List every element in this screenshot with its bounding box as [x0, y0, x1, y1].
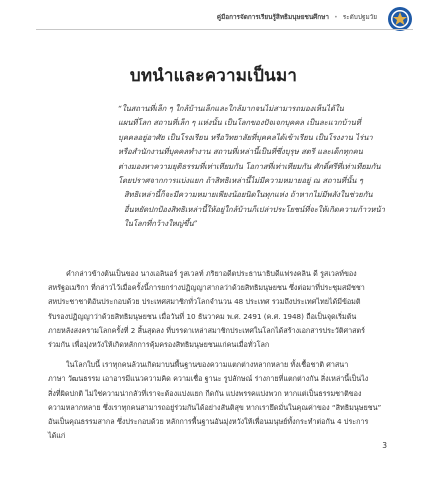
header-text [217, 12, 377, 22]
body-line: ความหลากหลาย ซึ่งเราทุกคนสามารถอยู่ร่วมกันได้อย่างสันติสุข หากเรายึดมั่นในคุณค่าของ “สิทธิมนุษยชน” [48, 402, 382, 412]
header-separator: • [333, 13, 338, 21]
body-line: รับรองปฏิญญาว่าด้วยสิทธิมนุษยชน เมื่อวันที่ 10 ธันวาคม พ.ศ. 2491 (ค.ศ. 1948) ถือเป็นจุดเริ่มต้น [48, 311, 357, 321]
body-line: ภายหลังสงครามโลกครั้งที่ 2 สิ้นสุดลง ที่บรรดาเหล่าสมาชิกประเทศในโลกได้สร้างเอกสารประวัติศาสตร์ [48, 325, 366, 335]
body-line: คำกล่าวข้างต้นเป็นของ นางเอลินอร์ รูสเวลท์ ภริยาอดีตประธานาธิบดีแฟรงคลิน ดี รูสเวลท์ของ [66, 269, 357, 278]
quote-line: หรือสำนักงานที่บุคคลทำงาน สถานที่เหล่านี้เป็นที่ซึ่งบุรุษ สตรี และเด็กทุกคน [118, 147, 363, 157]
page-number: 3 [382, 441, 387, 450]
header-title: คู่มือการจัดการเรียนรู้สิทธิมนุษยชนศึกษา [216, 13, 329, 21]
quote-block [118, 102, 385, 232]
body-line: อันเป็นคุณธรรมสากล ซึ่งประกอบด้วย หลักการพื้นฐานอันมุ่งหวังให้เพื่อนมนุษย์ทั้งกระทำต่อกัน 4 ประการ [48, 417, 369, 427]
header-divider [36, 29, 413, 30]
body-line: สหรัฐอเมริกา ที่กล่าวไว้เมื่อครั้งนี้การยกร่างปฏิญญาสากลว่าด้วยสิทธิมนุษยชน ซึ่งต่อมาที่ประชุมสมัชชา [48, 283, 365, 293]
quote-line: อื่นหยัดปกป้องสิทธิเหล่านี้ให้อยู่ใกล้บ้านก็เปล่าประโยชน์ที่จะให้เกิดความก้าวหน้า [124, 204, 385, 214]
body-line: ในโลกใบนี้ เราทุกคนล้วนเกิดมาบนพื้นฐานของความแตกต่างหลากหลาย ทั้งเชื้อชาติ ศาสนา [66, 360, 349, 370]
page-header [14, 6, 413, 30]
quote-line: บุคคลอยู่อาศัย เป็นโรงเรียน หรือวิทยาลัยที่บุคคลได้เข้าเรียน เป็นโรงงาน ไร่นา [118, 132, 373, 142]
quote-line: ต่างมองหาความยุติธรรมที่เท่าเทียมกัน โอกาสที่เท่าเทียมกัน ศักดิ์ศรีที่เท่าเทียมกัน [118, 161, 381, 171]
chapter-title: บทนำและความเป็นมา [129, 66, 298, 86]
body-line: สหประชาชาติอันประกอบด้วย ประเทศสมาชิกทั่วโลกจำนวน 48 ประเทศ รวมถึงประเทศไทยได้มีข้อมติ [48, 297, 361, 307]
quote-line: สิทธิเหล่านี้ก็จะมีความหมายเพียงน้อยนิดในทุกแห่ง ถ้าหากไม่มีพลังในช่วยกัน [124, 190, 373, 200]
body-line: ร่วมกัน เพื่อมุ่งหวังให้เกิดหลักการคุ้มครองสิทธิมนุษยชนแก่คนเมื่อทั่วโลก [48, 340, 270, 350]
body-text [48, 267, 383, 443]
header-level: ระดับปฐมวัย [342, 13, 377, 21]
quote-line: แผนที่โลก สถานที่เล็ก ๆ แห่งนั้น เป็นโลกของปัจเจกบุคคล เป็นละแวกบ้านที่ [118, 118, 361, 128]
quote-line: “ในสถานที่เล็ก ๆ ใกล้บ้านเล็กและใกล้มากจนไม่สามารถมองเห็นได้ใน [118, 104, 344, 113]
quote-line: โดยปราศจากการแบ่งแยก ถ้าสิทธิเหล่านี้ไม่มีความหมายอยู่ ณ สถานที่นั้น ๆ [118, 176, 363, 186]
quote-line: ในโลกที่กว้างใหญ่ขึ้น” [124, 219, 198, 229]
body-line: สิ่งที่ผิดปกติ ไม่ใช่ความน่ากลัวที่เราจะต้องแบ่งแยก กีดกัน แบ่งพรรคแบ่งพวก หากแต่เป็นธรรมชาติของ [48, 388, 362, 398]
body-line: ได้แก่ [48, 431, 66, 441]
body-line: ภาษา วัฒนธรรม เอาอารมีแนวความคิด ความเชื่อ ฐานะ รูปลักษณ์ ร่างกายที่แตกต่างกัน สิ่งเหล่านี้เป็นไง [48, 374, 369, 384]
